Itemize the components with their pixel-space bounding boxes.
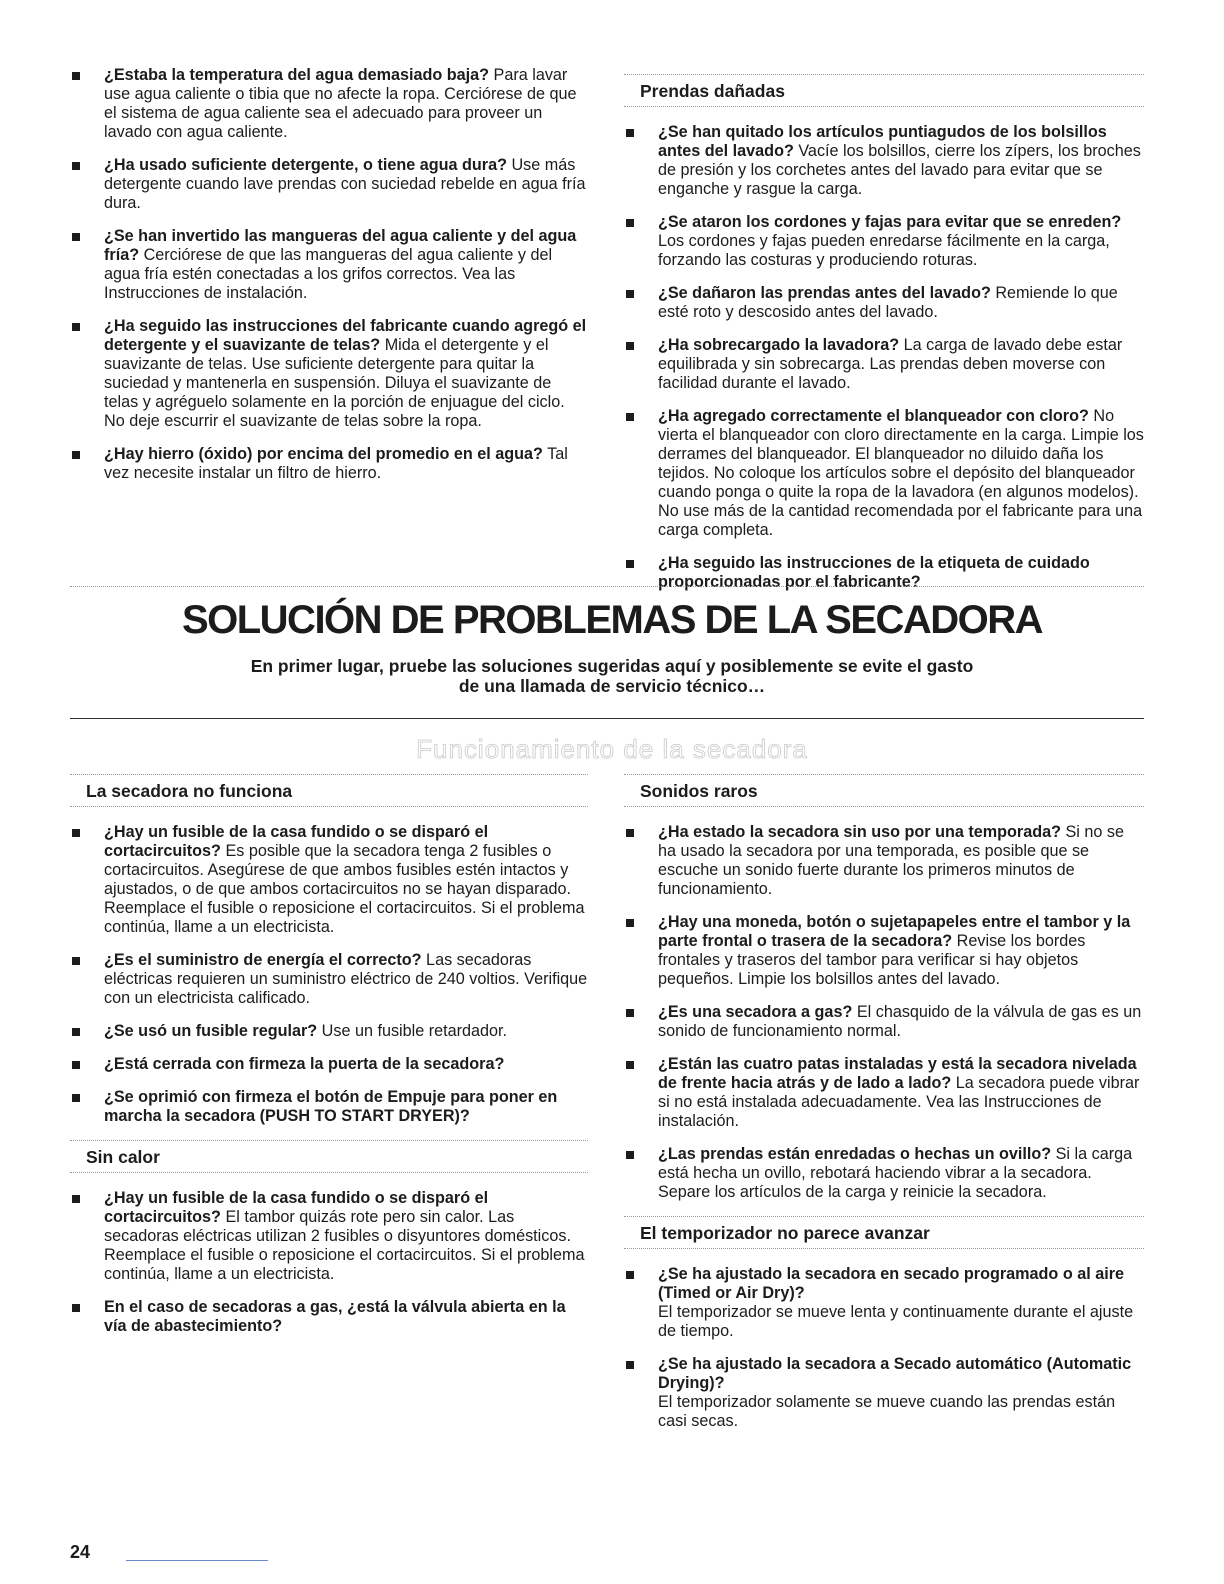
list-item (624, 407, 1144, 540)
dryer-right-column (624, 774, 1144, 1445)
square-bullet-icon (626, 413, 634, 421)
sin-calor-heading: Sin calor (70, 1140, 588, 1173)
item-answer: Las secadoras eléctricas requieren un suministro eléctrico de 240 voltios. Verifique con un electricista calificado. (104, 951, 588, 1007)
item-answer: Use un fusible retardador. (317, 1022, 508, 1040)
item-question: ¿Se han quitado los artículos puntiagudos de los bolsillos antes del lavado? (658, 123, 1107, 160)
dryer-left-column (70, 774, 588, 1350)
prendas-heading: Prendas dañadas (624, 74, 1144, 107)
item-answer: La secadora puede vibrar si no está instalada adecuadamente. Vea las Instrucciones de instalación. (658, 1074, 1140, 1130)
list-item (624, 1145, 1144, 1202)
sin-calor-list (70, 1189, 588, 1336)
item-question: ¿Se ataron los cordones y fajas para evitar que se enreden? (658, 213, 1122, 231)
sonidos-heading: Sonidos raros (624, 774, 1144, 807)
list-item (624, 123, 1144, 199)
square-bullet-icon (626, 342, 634, 350)
item-question: ¿Ha estado la secadora sin uso por una temporada? (658, 823, 1061, 841)
item-question: ¿Se dañaron las prendas antes del lavado? (658, 284, 991, 302)
square-bullet-icon (626, 1151, 634, 1159)
washer-left-column (70, 66, 588, 497)
list-item (624, 913, 1144, 989)
square-bullet-icon (626, 1061, 634, 1069)
item-answer: El tambor quizás rote pero sin calor. Las secadoras eléctricas utilizan 2 fusibles o disyuntores domésticos. Reemplace el fusible o reposicione el cortacircuitos. Si el problema continúa, llame a un electricista. (104, 1208, 585, 1283)
square-bullet-icon (626, 1271, 634, 1279)
item-question: ¿Ha seguido las instrucciones del fabricante cuando agregó el detergente y el suavizante de telas? (104, 317, 587, 354)
item-answer: No vierta el blanqueador con cloro directamente en la carga. Limpie los derrames del blanqueador. El blanqueador no diluido daña los tejidos. No coloque los artículos sobre el depósito del blanqueador cuando ponga o quite la ropa de la lavadora (en algunos modelos). No use más de la cantidad recomendada por el fabricante para una carga completa. (658, 407, 1144, 539)
item-question: ¿Hay hierro (óxido) por encima del promedio en el agua? (104, 445, 543, 463)
list-item (70, 1022, 588, 1041)
list-item (70, 227, 588, 303)
prendas-column (624, 74, 1144, 606)
list-item (70, 317, 588, 431)
item-answer: El temporizador solamente se mueve cuando las prendas están casi secas. (658, 1393, 1116, 1430)
subtitle-line-1: En primer lugar, pruebe las soluciones sugeridas aquí y posiblemente se evite el gasto (250, 656, 974, 676)
square-bullet-icon (626, 129, 634, 137)
item-question: ¿Es el suministro de energía el correcto? (104, 951, 422, 969)
square-bullet-icon (626, 919, 634, 927)
item-answer: Si la carga está hecha un ovillo, rebotará haciendo vibrar a la secadora. Separe los artículos de la carga y reinicie la secadora. (658, 1145, 1133, 1201)
square-bullet-icon (626, 1361, 634, 1369)
square-bullet-icon (626, 1009, 634, 1017)
item-question: ¿Es una secadora a gas? (658, 1003, 853, 1021)
item-question: ¿Se han invertido las mangueras del agua caliente y del agua fría? (104, 227, 577, 264)
item-answer: Revise los bordes frontales y traseros del tambor para verificar si hay objetos pequeños. Limpie los bolsillos antes del lavado. (658, 932, 1086, 988)
item-answer: Mida el detergente y el suavizante de telas. Use suficiente detergente para quitar la suciedad y mantenerla en suspensión. Diluya el suavizante de telas y agréguelo solamente en la porción de enjuague del ciclo. No deje escurrir el suavizante de telas sobre la ropa. (104, 336, 565, 430)
divider-top (70, 586, 1144, 587)
item-question: ¿Estaba la temperatura del agua demasiado baja? (104, 66, 490, 84)
square-bullet-icon (72, 957, 80, 965)
square-bullet-icon (72, 1094, 80, 1102)
item-question: ¿Hay una moneda, botón o sujetapapeles entre el tambor y la parte frontal o trasera de la secadora? (658, 913, 1131, 950)
item-question: ¿Se usó un fusible regular? (104, 1022, 318, 1040)
no-funciona-list (70, 823, 588, 1126)
square-bullet-icon (72, 451, 80, 459)
list-item (70, 156, 588, 213)
item-question: En el caso de secadoras a gas, ¿está la válvula abierta en la vía de abastecimiento? (104, 1298, 566, 1335)
list-item (70, 1055, 588, 1074)
item-answer: Si no se ha usado la secadora por una temporada, es posible que se escuche un sonido fuerte durante los primeros minutos de funcionamiento. (658, 823, 1124, 898)
item-question: ¿Ha agregado correctamente el blanqueador con cloro? (658, 407, 1089, 425)
square-bullet-icon (72, 233, 80, 241)
item-question: ¿Ha usado suficiente detergente, o tiene agua dura? (104, 156, 507, 174)
section-banner: Funcionamiento de la secadora (416, 734, 808, 764)
item-question: ¿Se oprimió con firmeza el botón de Empuje para poner en marcha la secadora (PUSH TO START DRYER)? (104, 1088, 558, 1125)
list-item (70, 445, 588, 483)
item-question: ¿Las prendas están enredadas o hechas un ovillo? (658, 1145, 1052, 1163)
item-answer: Para lavar use agua caliente o tibia que no afecte la ropa. Cerciórese de que el sistema de agua caliente sea el adecuado para proveer un lavado con agua caliente. (104, 66, 577, 141)
item-answer: La carga de lavado debe estar equilibrada y sin sobrecarga. Las prendas deben moverse con facilidad durante el lavado. (658, 336, 1123, 392)
temporizador-list (624, 1265, 1144, 1431)
item-question: ¿Se ha ajustado la secadora en secado programado o al aire (Timed or Air Dry)? (658, 1265, 1125, 1302)
square-bullet-icon (626, 219, 634, 227)
item-question: ¿Está cerrada con firmeza la puerta de la secadora? (104, 1055, 505, 1073)
item-answer: Use más detergente cuando lave prendas con suciedad rebelde en agua fría dura. (104, 156, 586, 212)
item-answer: Tal vez necesite instalar un filtro de hierro. (104, 445, 568, 482)
item-question: ¿Ha seguido las instrucciones de la etiqueta de cuidado proporcionadas por el fabricante? (658, 554, 1090, 591)
list-item (70, 1189, 588, 1284)
item-answer: El temporizador se mueve lenta y continuamente durante el ajuste de tiempo. (658, 1303, 1134, 1340)
page-subtitle (150, 656, 1074, 696)
subtitle-line-2: de una llamada de servicio técnico… (458, 676, 766, 696)
prendas-list (624, 123, 1144, 592)
square-bullet-icon (626, 829, 634, 837)
temporizador-heading: El temporizador no parece avanzar (624, 1216, 1144, 1249)
item-answer: El chasquido de la válvula de gas es un sonido de funcionamiento normal. (658, 1003, 1142, 1040)
list-item (70, 951, 588, 1008)
item-question: ¿Ha sobrecargado la lavadora? (658, 336, 900, 354)
square-bullet-icon (72, 323, 80, 331)
list-item (624, 1355, 1144, 1431)
item-answer: Vacíe los bolsillos, cierre los zípers, los broches de presión y los corchetes antes del lavado para evitar que se enganche y rasgue la carga. (658, 142, 1141, 198)
square-bullet-icon (72, 829, 80, 837)
square-bullet-icon (72, 72, 80, 80)
list-item (624, 284, 1144, 322)
list-item (624, 1055, 1144, 1131)
item-question: ¿Hay un fusible de la casa fundido o se disparó el cortacircuitos? (104, 823, 489, 860)
square-bullet-icon (626, 560, 634, 568)
list-item (624, 1003, 1144, 1041)
item-question: ¿Se ha ajustado la secadora a Secado automático (Automatic Drying)? (658, 1355, 1132, 1392)
item-question: ¿Hay un fusible de la casa fundido o se disparó el cortacircuitos? (104, 1189, 489, 1226)
sonidos-list (624, 823, 1144, 1202)
page-number: 24 (70, 1542, 91, 1562)
list-item (624, 823, 1144, 899)
square-bullet-icon (72, 1061, 80, 1069)
item-answer: Es posible que la secadora tenga 2 fusibles o cortacircuitos. Asegúrese de que ambos fusibles estén intactos y ajustados, o de que ambos cortacircuitos no se hayan disparado. Reemplace el fusible o reposicione el cortacircuitos. Si el problema continúa, llame a un electricista. (104, 842, 585, 936)
list-item (70, 1298, 588, 1336)
list-item (624, 1265, 1144, 1341)
square-bullet-icon (72, 1028, 80, 1036)
list-item (70, 66, 588, 142)
item-answer: Cerciórese de que las mangueras del agua caliente y del agua fría estén conectadas a los grifos correctos. Vea las Instrucciones de instalación. (104, 246, 553, 302)
footer-line (126, 1560, 268, 1561)
list-item (70, 823, 588, 937)
item-answer: Los cordones y fajas pueden enredarse fácilmente en la carga, forzando las costuras y produciendo roturas. (658, 232, 1110, 269)
list-item (624, 213, 1144, 270)
washer-left-list (70, 66, 588, 483)
item-answer: Remiende lo que esté roto y descosido antes del lavado. (658, 284, 1118, 321)
square-bullet-icon (626, 290, 634, 298)
divider-solid (70, 718, 1144, 719)
page-title: SOLUCIÓN DE PROBLEMAS DE LA SECADORA (181, 598, 1043, 642)
no-funciona-heading: La secadora no funciona (70, 774, 588, 807)
list-item (624, 336, 1144, 393)
square-bullet-icon (72, 1195, 80, 1203)
list-item (70, 1088, 588, 1126)
square-bullet-icon (72, 162, 80, 170)
square-bullet-icon (72, 1304, 80, 1312)
item-question: ¿Están las cuatro patas instaladas y está la secadora nivelada de frente hacia atrás y de lado a lado? (658, 1055, 1137, 1092)
